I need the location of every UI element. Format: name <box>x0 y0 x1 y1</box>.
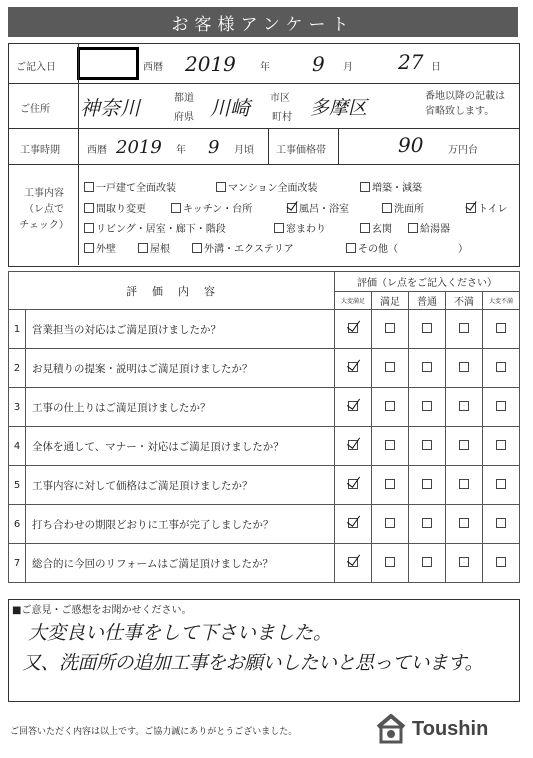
option-label: 一戸建て全面改装 <box>96 183 176 194</box>
month-unit: 月 <box>343 62 353 73</box>
option-10[interactable] <box>274 220 326 235</box>
option-6[interactable] <box>287 200 349 215</box>
month-value: 9 <box>312 52 325 76</box>
question-text: 全体を通して、マナー・対応はご満足頂けましたか？ <box>26 427 335 466</box>
rating-checkbox[interactable] <box>385 440 395 450</box>
rating-checkbox[interactable] <box>385 557 395 567</box>
rating-cell[interactable] <box>483 310 520 349</box>
rating-checkbox[interactable] <box>459 323 469 333</box>
price-value: 90 <box>398 133 424 157</box>
rating-checkbox[interactable] <box>459 401 469 411</box>
year-value: 2019 <box>185 52 236 76</box>
option-11[interactable] <box>360 220 392 235</box>
option-label: その他（ ） <box>358 244 468 255</box>
rating-cell[interactable] <box>483 544 520 583</box>
option-13[interactable] <box>84 240 116 255</box>
city-value: 川崎 <box>210 96 250 120</box>
question-number: 4 <box>9 427 26 466</box>
table-row <box>9 544 520 583</box>
day-value: 27 <box>398 50 424 74</box>
rating-cell[interactable] <box>335 505 372 544</box>
rating-cell[interactable] <box>446 349 483 388</box>
city-top-label: 市区 <box>270 93 290 104</box>
comment-line-1: 大変良い仕事をして下さいました。 <box>28 622 333 644</box>
rating-cell[interactable] <box>372 544 409 583</box>
era-label: 西暦 <box>143 62 163 73</box>
option-2[interactable] <box>216 179 318 194</box>
rating-cell[interactable] <box>446 505 483 544</box>
option-label: 外壁 <box>96 244 116 255</box>
period-row <box>8 129 520 165</box>
option-checkbox[interactable] <box>360 182 370 192</box>
option-15[interactable] <box>192 240 294 255</box>
rating-checkbox-checked[interactable] <box>348 518 358 528</box>
address-note: 番地以降の記載は省略致します。 <box>425 91 505 117</box>
evaluation-table <box>8 271 520 583</box>
comment-line-2: 又、洗面所の追加工事をお願いしたいと思っています。 <box>22 652 483 674</box>
brand-logo <box>374 712 488 746</box>
rating-checkbox-checked[interactable] <box>348 362 358 372</box>
address-label: ご住所 <box>20 104 50 115</box>
option-checkbox[interactable] <box>216 182 226 192</box>
rating-cell[interactable] <box>446 310 483 349</box>
pref-top-label: 都道 <box>174 93 194 104</box>
rating-checkbox[interactable] <box>459 557 469 567</box>
rating-checkbox[interactable] <box>422 323 432 333</box>
rating-checkbox[interactable] <box>496 518 506 528</box>
question-text: 総合的に今回のリフォームはご満足頂けましたか？ <box>26 544 335 583</box>
comments-label: ■ご意見・ご感想をお聞かせください。 <box>12 605 192 616</box>
rating-cell[interactable] <box>483 505 520 544</box>
rating-checkbox[interactable] <box>459 440 469 450</box>
option-label: 風呂・浴室 <box>299 204 349 215</box>
period-era: 西暦 <box>87 145 107 156</box>
rating-cell[interactable] <box>409 388 446 427</box>
rating-checkbox[interactable] <box>385 362 395 372</box>
content-label: 工事内容 （レ点で チェック） <box>19 188 69 231</box>
option-1[interactable] <box>84 179 176 194</box>
rating-checkbox[interactable] <box>459 362 469 372</box>
option-checkbox[interactable] <box>84 203 94 213</box>
rating-cell[interactable] <box>372 310 409 349</box>
rating-checkbox[interactable] <box>496 401 506 411</box>
rating-cell[interactable] <box>446 388 483 427</box>
question-number: 7 <box>9 544 26 583</box>
option-checkbox-checked[interactable] <box>287 203 297 213</box>
option-4[interactable] <box>84 200 146 215</box>
rating-checkbox[interactable] <box>496 323 506 333</box>
rating-checkbox[interactable] <box>422 557 432 567</box>
scale-header: 普通 <box>409 292 446 310</box>
rating-cell[interactable] <box>335 388 372 427</box>
redaction-box <box>77 47 139 80</box>
rating-cell[interactable] <box>409 505 446 544</box>
rating-checkbox-checked[interactable] <box>348 479 358 489</box>
option-12[interactable] <box>408 220 450 235</box>
option-label: マンション全面改装 <box>228 183 318 194</box>
rating-checkbox[interactable] <box>422 479 432 489</box>
year-unit: 年 <box>260 62 270 73</box>
rating-checkbox[interactable] <box>496 557 506 567</box>
option-checkbox[interactable] <box>84 182 94 192</box>
option-checkbox[interactable] <box>84 243 94 253</box>
rating-cell[interactable] <box>335 349 372 388</box>
period-month-unit: 月頃 <box>234 145 254 156</box>
rating-cell[interactable] <box>409 349 446 388</box>
day-unit: 日 <box>431 62 441 73</box>
rating-checkbox[interactable] <box>459 518 469 528</box>
evaluation-heading: 評 価 内 容 <box>9 272 335 310</box>
period-year-unit: 年 <box>176 145 186 156</box>
info-divider <box>338 129 339 164</box>
rating-cell[interactable] <box>335 310 372 349</box>
period-month: 9 <box>208 137 220 158</box>
rating-cell[interactable] <box>372 505 409 544</box>
option-label: キッチン・台所 <box>183 204 253 215</box>
question-text: お見積りの提案・説明はご満足頂けましたか？ <box>26 349 335 388</box>
option-3[interactable] <box>360 179 422 194</box>
rating-cell[interactable] <box>372 427 409 466</box>
rating-checkbox[interactable] <box>385 323 395 333</box>
question-number: 2 <box>9 349 26 388</box>
rating-checkbox-checked[interactable] <box>348 323 358 333</box>
rating-checkbox-checked[interactable] <box>348 557 358 567</box>
option-9[interactable] <box>84 220 226 235</box>
pref-bottom-label: 府県 <box>174 112 194 123</box>
city-bottom-label: 町村 <box>272 112 292 123</box>
period-year: 2019 <box>116 137 162 158</box>
price-unit: 万円台 <box>448 145 478 156</box>
pref-value: 神奈川 <box>80 96 140 120</box>
question-number: 5 <box>9 466 26 505</box>
rating-checkbox[interactable] <box>422 362 432 372</box>
info-divider <box>78 43 79 265</box>
option-5[interactable] <box>171 200 252 215</box>
option-label: 洗面所 <box>394 204 424 215</box>
option-checkbox[interactable] <box>408 223 418 233</box>
option-checkbox[interactable] <box>346 243 356 253</box>
question-number: 6 <box>9 505 26 544</box>
option-label: トイレ <box>478 204 508 215</box>
option-checkbox[interactable] <box>192 243 202 253</box>
date-label: ご記入日 <box>16 62 56 73</box>
rating-checkbox-checked[interactable] <box>348 401 358 411</box>
option-checkbox-checked[interactable] <box>466 203 476 213</box>
rating-checkbox[interactable] <box>385 479 395 489</box>
option-checkbox[interactable] <box>382 203 392 213</box>
rating-checkbox[interactable] <box>496 362 506 372</box>
option-checkbox[interactable] <box>84 223 94 233</box>
question-number: 3 <box>9 388 26 427</box>
rating-checkbox[interactable] <box>422 518 432 528</box>
question-number: 1 <box>9 310 26 349</box>
town-value: 多摩区 <box>310 97 368 119</box>
rating-cell[interactable] <box>483 466 520 505</box>
scale-header: 満足 <box>372 292 409 310</box>
period-label: 工事時期 <box>20 145 60 156</box>
rating-cell[interactable] <box>372 349 409 388</box>
rating-checkbox[interactable] <box>496 479 506 489</box>
rating-cell[interactable] <box>446 466 483 505</box>
table-row <box>9 349 520 388</box>
option-7[interactable] <box>382 200 424 215</box>
rating-cell[interactable] <box>483 388 520 427</box>
rating-cell[interactable] <box>483 349 520 388</box>
rating-checkbox[interactable] <box>459 479 469 489</box>
table-row <box>9 505 520 544</box>
rating-cell[interactable] <box>335 544 372 583</box>
rating-cell[interactable] <box>409 466 446 505</box>
table-row <box>9 427 520 466</box>
scale-header: 大変不満 <box>483 292 520 310</box>
rating-cell[interactable] <box>446 544 483 583</box>
option-label: 増築・減築 <box>372 183 422 194</box>
question-text: 工事内容に対して価格はご満足頂けましたか？ <box>26 466 335 505</box>
option-16[interactable] <box>346 240 468 255</box>
brand-name: Toushin <box>412 717 489 740</box>
question-text: 工事の仕上りはご満足頂けましたか？ <box>26 388 335 427</box>
rating-checkbox[interactable] <box>385 518 395 528</box>
option-label: 屋根 <box>150 244 170 255</box>
info-divider <box>268 129 269 164</box>
table-row <box>9 388 520 427</box>
option-label: 窓まわり <box>286 224 326 235</box>
price-label: 工事価格帯 <box>276 145 326 156</box>
rating-checkbox[interactable] <box>496 440 506 450</box>
house-logo-icon <box>374 712 408 746</box>
rating-cell[interactable] <box>446 427 483 466</box>
rating-checkbox-checked[interactable] <box>348 440 358 450</box>
option-checkbox[interactable] <box>360 223 370 233</box>
option-checkbox[interactable] <box>274 223 284 233</box>
option-label: リビング・居室・廊下・階段 <box>96 224 226 235</box>
option-8[interactable] <box>466 200 508 215</box>
table-row <box>9 466 520 505</box>
question-text: 打ち合わせの期限どおりに工事が完了しましたか？ <box>26 505 335 544</box>
option-label: 玄関 <box>372 224 392 235</box>
question-text: 営業担当の対応はご満足頂けましたか？ <box>26 310 335 349</box>
footer-note: ご回答いただく内容は以上です。ご協力誠にありがとうございました。 <box>10 727 298 737</box>
rating-cell[interactable] <box>335 466 372 505</box>
rating-cell[interactable] <box>409 427 446 466</box>
rating-cell[interactable] <box>483 427 520 466</box>
rating-cell[interactable] <box>409 544 446 583</box>
option-label: 給湯器 <box>420 224 450 235</box>
rating-checkbox[interactable] <box>422 440 432 450</box>
option-label: 外溝・エクステリア <box>204 244 294 255</box>
scale-header: 不満 <box>446 292 483 310</box>
option-checkbox[interactable] <box>138 243 148 253</box>
scale-header: 大変満足 <box>335 292 372 310</box>
option-14[interactable] <box>138 240 170 255</box>
rating-checkbox[interactable] <box>422 401 432 411</box>
option-checkbox[interactable] <box>171 203 181 213</box>
rating-cell[interactable] <box>335 427 372 466</box>
survey-title: お客様アンケート <box>8 7 518 37</box>
table-row <box>9 310 520 349</box>
rating-cell[interactable] <box>409 310 446 349</box>
rating-cell[interactable] <box>372 388 409 427</box>
scale-title: 評価（レ点をご記入ください） <box>335 272 520 292</box>
option-label: 間取り変更 <box>96 204 146 215</box>
rating-cell[interactable] <box>372 466 409 505</box>
rating-checkbox[interactable] <box>385 401 395 411</box>
